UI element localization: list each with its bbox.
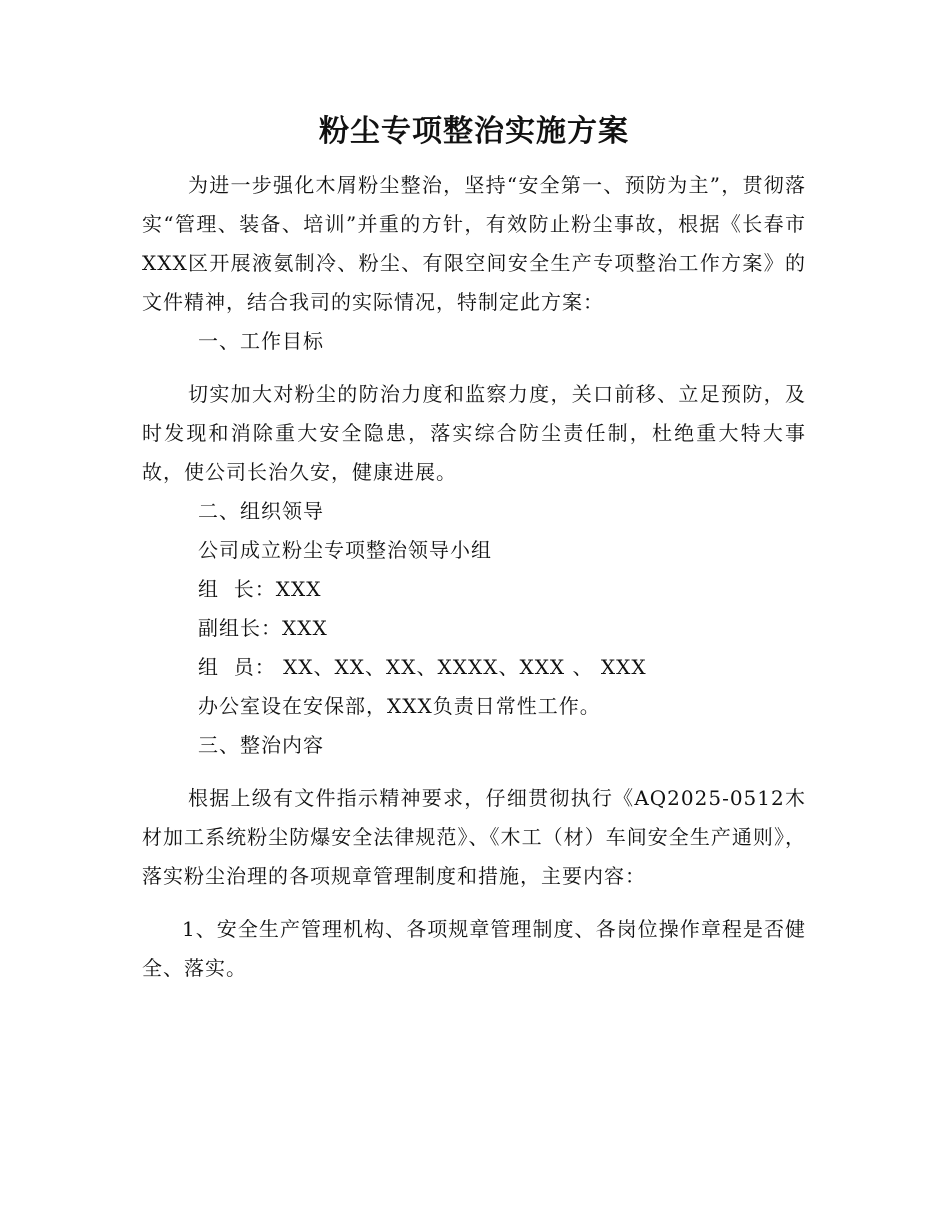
- group-leader-line: 组 长：XXX: [198, 577, 322, 601]
- members-line: 组 员： XX、XX、XX、XXXX、XXX 、 XXX: [198, 655, 647, 679]
- goals-paragraph: 切实加大对粉尘的防治力度和监察力度，关口前移、立足预防，及时发现和消除重大安全隐患，落实综合防尘责任制，杜绝重大特大事故，使公司长治久安，健康进展。: [142, 382, 806, 484]
- content-item-1: 1、安全生产管理机构、各项规章管理制度、各岗位操作章程是否健全、落实。: [142, 917, 806, 980]
- section-heading-goals: 一、工作目标: [198, 329, 324, 353]
- document-body: [142, 112, 806, 988]
- deputy-leader-line: 副组长：XXX: [198, 616, 328, 640]
- organization-statement: 公司成立粉尘专项整治领导小组: [198, 538, 492, 562]
- section-heading-content: 三、整治内容: [198, 733, 324, 757]
- section-heading-organization: 二、组织领导: [198, 499, 324, 523]
- document-title: 粉尘专项整治实施方案: [319, 114, 629, 149]
- intro-paragraph: 为进一步强化木屑粉尘整治，坚持“安全第一、预防为主”，贯彻落实“管理、装备、培训”并重的方针，有效防止粉尘事故，根据《长春市XXX区开展液氨制冷、粉尘、有限空间安全生产专项整治工作方案》的文件精神，结合我司的实际情况，特制定此方案：: [142, 173, 806, 314]
- office-line: 办公室设在安保部，XXX负责日常性工作。: [198, 694, 601, 718]
- content-paragraph: 根据上级有文件指示精神要求，仔细贯彻执行《AQ2025-0512木材加工系统粉尘防爆安全法律规范》、《木工（材）车间安全生产通则》，落实粉尘治理的各项规章管理制度和措施，主要内容：: [142, 786, 806, 888]
